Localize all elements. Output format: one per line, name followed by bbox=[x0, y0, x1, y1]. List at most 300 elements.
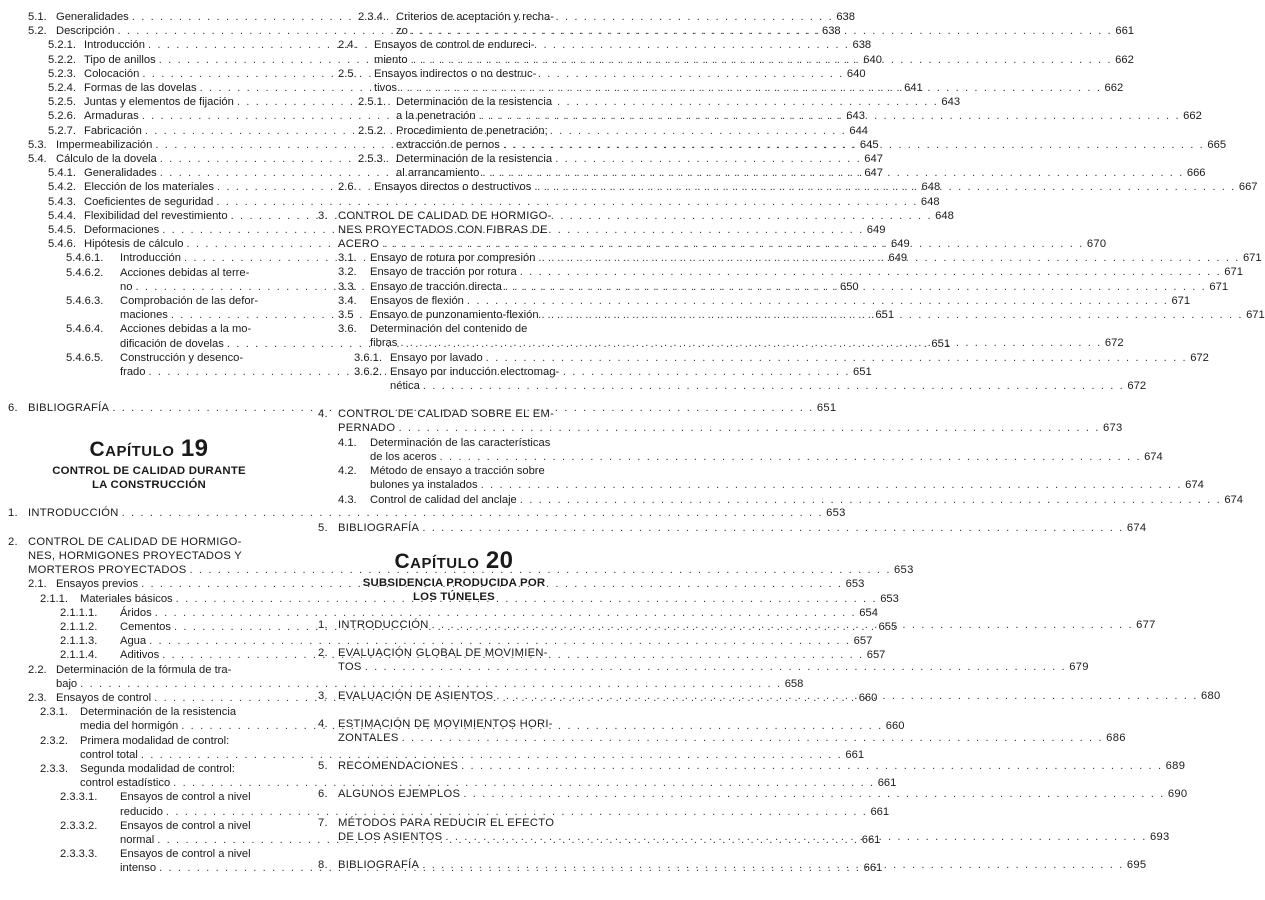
page-number: 672 bbox=[1190, 351, 1209, 364]
chapter-heading bbox=[318, 546, 590, 604]
entry-number: 6. bbox=[318, 788, 328, 801]
entry-title-line: Hipótesis de cálculo bbox=[84, 238, 184, 251]
entry-number: 5.4.6.2. bbox=[66, 266, 104, 279]
entry-body bbox=[370, 464, 1204, 492]
entry-number: 2.1.1. bbox=[40, 592, 68, 605]
spacer bbox=[318, 675, 590, 689]
entry-number: 5.2.3. bbox=[48, 67, 76, 80]
entry-title-line: RECOMENDACIONES bbox=[338, 760, 459, 773]
entry-title-line: Ensayo de rotura por compresión bbox=[370, 252, 536, 265]
entry-body bbox=[338, 717, 1126, 745]
entry-title-line: Construcción y desenco- bbox=[120, 351, 244, 364]
entry-title-line: Coeficientes de seguridad bbox=[84, 195, 214, 208]
entry-title-line: Ensayos de control a nivel bbox=[120, 819, 251, 832]
toc-entry bbox=[318, 464, 1204, 492]
entry-body bbox=[370, 251, 1262, 265]
entry-title-line: Introducción bbox=[120, 252, 181, 265]
toc-entry bbox=[8, 506, 846, 520]
entry-title-line: INTRODUCCIÓN bbox=[28, 507, 119, 520]
page-number: 653 bbox=[845, 578, 865, 591]
entry-number: 5.4.6. bbox=[48, 238, 76, 251]
entry-number: 2. bbox=[318, 647, 328, 660]
page-number: 690 bbox=[1167, 788, 1188, 801]
entry-number: 5.4.4. bbox=[48, 209, 76, 222]
page-number: 649 bbox=[866, 224, 886, 237]
page-number: 648 bbox=[935, 209, 954, 222]
page-number: 647 bbox=[864, 153, 883, 166]
leader-dots bbox=[365, 660, 1067, 674]
page-number: 661 bbox=[845, 748, 865, 761]
toc-entry bbox=[318, 493, 1243, 507]
entry-title-line: Formas de las dovelas bbox=[84, 82, 197, 95]
leader-dots bbox=[520, 265, 1222, 279]
spacer bbox=[318, 844, 590, 858]
leader-dots bbox=[400, 81, 1102, 95]
entry-title-line: Ensayos de control de endureci- bbox=[374, 39, 535, 52]
entry-title-line: Generalidades bbox=[84, 167, 157, 180]
page-number: 671 bbox=[1209, 280, 1229, 293]
entry-last-line bbox=[396, 24, 1134, 38]
entry-title-line: Materiales básicos bbox=[80, 592, 173, 605]
entry-body bbox=[370, 294, 1190, 308]
entry-number: 5.2.7. bbox=[48, 124, 76, 137]
entry-title-line: Determinación de las características bbox=[370, 436, 551, 449]
entry-last-line bbox=[370, 294, 1190, 308]
entry-number: 2.5. bbox=[338, 67, 357, 80]
page-number: 677 bbox=[1136, 618, 1156, 631]
entry-title-line: INTRODUCCIÓN bbox=[338, 618, 429, 631]
entry-last-line bbox=[370, 450, 1163, 464]
spacer bbox=[318, 393, 590, 407]
entry-last-line bbox=[338, 830, 1170, 844]
leader-dots bbox=[461, 759, 1163, 773]
entry-number: 5.4.6.4. bbox=[66, 323, 104, 336]
entry-last-line bbox=[338, 858, 1146, 872]
chapter-number: 19 bbox=[180, 435, 209, 463]
entry-number: 2.1.1.4. bbox=[60, 649, 98, 662]
entry-last-line bbox=[338, 521, 1146, 535]
entry-number: 4. bbox=[318, 717, 328, 730]
page-number: 661 bbox=[877, 777, 897, 790]
leader-dots bbox=[463, 787, 1165, 801]
entry-title-line: bulones ya instalados bbox=[370, 479, 478, 492]
entry-title-line: dificación de dovelas bbox=[120, 337, 224, 350]
page-number: 643 bbox=[846, 110, 865, 123]
entry-title-line: Flexibilidad del revestimiento bbox=[84, 209, 228, 222]
leader-dots bbox=[402, 731, 1104, 745]
entry-title-line: Método de ensayo a tracción sobre bbox=[370, 465, 545, 478]
entry-last-line bbox=[370, 336, 1124, 350]
page-number: 640 bbox=[846, 67, 866, 80]
entry-number: 8. bbox=[318, 858, 328, 871]
leader-dots bbox=[538, 251, 1240, 265]
entry-number: 5.2.6. bbox=[48, 110, 76, 123]
entry-number: 2.5.1. bbox=[358, 96, 386, 109]
page-number: 661 bbox=[863, 862, 883, 875]
toc-entry bbox=[8, 195, 940, 209]
entry-number: 2.3.4. bbox=[358, 11, 386, 23]
leader-dots bbox=[520, 493, 1222, 507]
entry-last-line bbox=[396, 138, 1226, 152]
page-number: 638 bbox=[821, 25, 841, 38]
page-number: 672 bbox=[1104, 337, 1124, 350]
entry-number: 4.1. bbox=[338, 436, 357, 449]
entry-title-line: ALGUNOS EJEMPLOS bbox=[338, 788, 461, 801]
entry-title-line: Elección de los materiales bbox=[84, 181, 214, 194]
entry-number: 2.3.2. bbox=[40, 734, 68, 747]
page-number: 644 bbox=[849, 124, 869, 137]
entry-number: 2.6. bbox=[338, 181, 357, 194]
page-number: 658 bbox=[784, 677, 804, 690]
entry-title-line: Determinación de la resistencia bbox=[396, 96, 553, 109]
entry-number: 2. bbox=[8, 535, 18, 548]
page-number: 649 bbox=[891, 238, 910, 251]
entry-number: 5.2.1. bbox=[48, 39, 76, 52]
entry-body bbox=[370, 322, 1124, 350]
entry-last-line bbox=[338, 787, 1187, 801]
spacer bbox=[8, 521, 290, 535]
entry-title-line: PERNADO bbox=[338, 422, 396, 435]
entry-title-line: CONTROL DE CALIDAD DE HORMIGO- bbox=[338, 209, 552, 222]
entry-title-line: a la penetración bbox=[396, 110, 476, 123]
page-number: 657 bbox=[853, 635, 873, 648]
spacer bbox=[318, 703, 590, 717]
page-number: 638 bbox=[852, 39, 872, 52]
entry-number: 5.4.2. bbox=[48, 181, 76, 194]
entry-last-line bbox=[370, 493, 1243, 507]
entry-title-line: EVALUACIÓN GLOBAL DE MOVIMIEN- bbox=[338, 647, 548, 660]
entry-title-line: intenso bbox=[120, 862, 157, 875]
entry-title-line: Descripción bbox=[56, 25, 115, 38]
entry-body bbox=[338, 209, 1106, 252]
leader-dots bbox=[481, 478, 1183, 492]
page-number: 674 bbox=[1126, 521, 1147, 534]
entry-title-line: Ensayos de control a nivel bbox=[120, 791, 251, 804]
leader-dots bbox=[505, 280, 1207, 294]
page-number: 674 bbox=[1185, 479, 1204, 492]
entry-last-line bbox=[396, 166, 1206, 180]
entry-title-line: Determinación del contenido de bbox=[370, 323, 528, 336]
leader-dots bbox=[382, 237, 1084, 251]
page-number: 654 bbox=[859, 606, 878, 619]
entry-last-line bbox=[370, 280, 1228, 294]
entry-number: 5.4.6.3. bbox=[66, 295, 104, 308]
toc-entry bbox=[318, 265, 1243, 279]
entry-number: 2.3.3.2. bbox=[60, 819, 98, 832]
entry-title-line: Juntas y elementos de fijación bbox=[84, 96, 234, 109]
spacer bbox=[318, 802, 590, 816]
entry-body bbox=[338, 646, 1089, 674]
entry-body bbox=[338, 521, 1146, 535]
entry-last-line bbox=[370, 308, 1265, 322]
toc-entry bbox=[318, 787, 1188, 801]
entry-number: 2.5.2. bbox=[358, 124, 386, 137]
page-number: 651 bbox=[931, 337, 951, 350]
entry-title-line: Armaduras bbox=[84, 110, 139, 123]
page-number: 660 bbox=[858, 691, 878, 704]
spacer bbox=[318, 535, 590, 549]
entry-number: 5. bbox=[318, 521, 328, 534]
entry-title-line: Control de calidad del anclaje bbox=[370, 493, 517, 506]
leader-dots bbox=[400, 336, 1102, 350]
entry-title-line: Primera modalidad de control: bbox=[80, 734, 230, 747]
page-number: 672 bbox=[1127, 380, 1147, 393]
entry-last-line bbox=[338, 731, 1126, 745]
page-number: 695 bbox=[1126, 858, 1147, 871]
entry-title-line: BIBLIOGRAFÍA bbox=[338, 858, 420, 871]
entry-title-line: Ensayo de tracción por rotura bbox=[370, 266, 517, 279]
entry-last-line bbox=[338, 660, 1089, 674]
entry-last-line bbox=[338, 237, 1106, 251]
entry-number: 5.2.5. bbox=[48, 96, 76, 109]
chapter-subtitle-line: SUBSIDENCIA PRODUCIDA POR bbox=[362, 576, 546, 589]
entry-body bbox=[396, 152, 1206, 180]
chapter-title bbox=[318, 546, 590, 576]
entry-number: 5.2.2. bbox=[48, 53, 76, 66]
leader-dots bbox=[411, 24, 1113, 38]
entry-body bbox=[370, 493, 1243, 507]
spacer bbox=[318, 507, 590, 521]
entry-number: 3.2. bbox=[338, 266, 357, 279]
entry-body bbox=[338, 759, 1185, 773]
entry-number: 5.3. bbox=[28, 138, 47, 151]
entry-title-line: zo bbox=[396, 25, 408, 38]
entry-number: 1. bbox=[318, 618, 328, 631]
leader-dots bbox=[411, 53, 1113, 67]
entry-last-line bbox=[374, 81, 1123, 95]
entry-number: 2.1.1.3. bbox=[60, 635, 98, 648]
entry-title-line: miento bbox=[374, 53, 408, 66]
entry-title-line: no bbox=[120, 280, 133, 293]
entry-number: 3. bbox=[318, 209, 328, 222]
entry-title-line: ESTIMACIÓN DE MOVIMIENTOS HORI- bbox=[338, 717, 553, 730]
entry-number: 3.5 bbox=[338, 309, 354, 322]
entry-body bbox=[338, 787, 1187, 801]
toc-entry bbox=[318, 351, 1209, 365]
toc-entry bbox=[318, 294, 1191, 308]
entry-title-line: tivos bbox=[374, 82, 398, 95]
page-number: 689 bbox=[1165, 760, 1186, 773]
entry-number: 2.4. bbox=[338, 39, 357, 52]
entry-title-line: Aditivos bbox=[120, 649, 160, 662]
entry-title-line: ACERO bbox=[338, 238, 380, 251]
page-number: 673 bbox=[1102, 422, 1123, 435]
page-number: 671 bbox=[1224, 266, 1243, 279]
page-number: 653 bbox=[894, 564, 914, 577]
entry-number: 2.3.1. bbox=[40, 706, 68, 719]
entry-body bbox=[338, 618, 1156, 632]
entry-title-line: Deformaciones bbox=[84, 224, 160, 237]
page-number: 680 bbox=[1200, 689, 1221, 702]
entry-body bbox=[390, 351, 1209, 365]
entry-title-line: Determinación de la fórmula de tra- bbox=[56, 663, 232, 676]
entry-title-line: Criterios de aceptación y recha- bbox=[396, 11, 554, 23]
leader-dots bbox=[486, 351, 1188, 365]
entry-title-line: BIBLIOGRAFÍA bbox=[28, 402, 110, 415]
entry-title-line: NES PROYECTADOS CON FIBRAS DE bbox=[338, 223, 548, 236]
spacer bbox=[8, 379, 290, 401]
page-number: 655 bbox=[878, 620, 898, 633]
spacer bbox=[318, 745, 590, 759]
page-number: 662 bbox=[1104, 82, 1124, 95]
entry-number: 2.3.3. bbox=[40, 762, 68, 775]
spacer bbox=[318, 604, 590, 618]
leader-dots bbox=[503, 138, 1205, 152]
entry-body bbox=[374, 38, 1134, 66]
leader-dots bbox=[542, 308, 1244, 322]
entry-number: 5. bbox=[318, 760, 328, 773]
entry-last-line bbox=[370, 251, 1262, 265]
entry-number: 7. bbox=[318, 816, 328, 829]
entry-title-line: CONTROL DE CALIDAD DE HORMIGO- bbox=[28, 535, 242, 548]
entry-number: 5.2.4. bbox=[48, 82, 76, 95]
leader-dots bbox=[398, 421, 1100, 435]
entry-title-line: Comprobación de las defor- bbox=[120, 295, 259, 308]
chapter-title bbox=[8, 437, 290, 464]
entry-number: 5.1. bbox=[28, 11, 47, 23]
page-number: 671 bbox=[1171, 294, 1191, 307]
toc-entry bbox=[318, 436, 1163, 464]
entry-title-line: Ensayos directos o destructivos bbox=[374, 181, 532, 194]
leader-dots bbox=[496, 689, 1198, 703]
entry-number: 3.4. bbox=[338, 294, 357, 307]
page-number: 693 bbox=[1149, 830, 1170, 843]
entry-title-line: DE LOS ASIENTOS bbox=[338, 830, 443, 843]
entry-number: 3.6.1. bbox=[354, 351, 382, 364]
entry-last-line bbox=[374, 53, 1134, 67]
entry-body bbox=[370, 265, 1243, 279]
page-number: 665 bbox=[1207, 138, 1227, 151]
page-number: 651 bbox=[816, 402, 837, 415]
entry-number: 3.6. bbox=[338, 323, 357, 336]
spacer bbox=[318, 632, 590, 646]
page-number: 657 bbox=[866, 649, 886, 662]
page-number: 640 bbox=[863, 53, 882, 66]
leader-dots bbox=[422, 521, 1124, 535]
entry-number: 5.4.3. bbox=[48, 195, 76, 208]
page-number: 641 bbox=[904, 82, 923, 95]
page-number: 649 bbox=[888, 252, 908, 265]
spacer bbox=[8, 415, 290, 437]
entry-title-line: MÉTODOS PARA REDUCIR EL EFECTO bbox=[338, 816, 555, 829]
entry-title-line: Ensayos previos bbox=[56, 578, 139, 591]
entry-title-line: Áridos bbox=[120, 606, 152, 619]
entry-title-line: normal bbox=[120, 833, 155, 846]
entry-title-line: Segunda modalidad de control: bbox=[80, 762, 235, 775]
chapter-heading bbox=[8, 437, 290, 492]
leader-dots bbox=[467, 294, 1169, 308]
chapter-word: CAPÍTULO bbox=[89, 438, 175, 462]
entry-title-line: EVALUACIÓN DE ASIENTOS bbox=[338, 689, 494, 702]
entry-title-line: Ensayos de control bbox=[56, 691, 152, 704]
page-number: 662 bbox=[1183, 110, 1202, 123]
entry-title-line: Determinación de la resistencia bbox=[396, 153, 553, 166]
entry-body bbox=[338, 858, 1146, 872]
page-number: 674 bbox=[1224, 493, 1243, 506]
entry-number: 3.1. bbox=[338, 252, 357, 265]
entry-last-line bbox=[338, 689, 1221, 703]
entry-title-line: Acciones debidas a la mo- bbox=[120, 323, 252, 336]
entry-title-line: fibras bbox=[370, 337, 398, 350]
entry-title-line: Acciones debidas al terre- bbox=[120, 266, 250, 279]
entry-last-line bbox=[396, 109, 1202, 123]
entry-number: 2.2. bbox=[28, 663, 47, 676]
entry-last-line bbox=[338, 421, 1123, 435]
entry-title-line: Ensayos de control a nivel bbox=[120, 848, 251, 861]
toc-entry bbox=[8, 634, 873, 648]
entry-number: 3.3. bbox=[338, 280, 357, 293]
chapter-number: 20 bbox=[485, 546, 514, 574]
entry-last-line bbox=[338, 618, 1156, 632]
entry-title-line: Ensayo de tracción directa bbox=[370, 280, 502, 293]
entry-title-line: Ensayo de punzonamiento-flexión bbox=[370, 309, 539, 322]
chapter-word: CAPÍTULO bbox=[394, 549, 480, 573]
entry-number: 3. bbox=[318, 689, 328, 702]
entry-title-line: Fabricación bbox=[84, 124, 142, 137]
toc-entry bbox=[318, 759, 1186, 773]
page-number: 674 bbox=[1144, 450, 1163, 463]
leader-dots bbox=[432, 618, 1134, 632]
entry-title-line: TOS bbox=[338, 661, 362, 674]
entry-body bbox=[396, 10, 1134, 38]
entry-body bbox=[338, 816, 1170, 844]
page-number: 653 bbox=[826, 507, 846, 520]
page-number: 650 bbox=[839, 280, 859, 293]
entry-title-line: CONTROL DE CALIDAD SOBRE EL EM- bbox=[338, 408, 555, 421]
spacer bbox=[318, 773, 590, 787]
entry-number: 3.6.2. bbox=[354, 365, 382, 378]
page-number: 686 bbox=[1106, 731, 1126, 744]
entry-number: 5.4.6.5. bbox=[66, 351, 104, 364]
page-number: 671 bbox=[1246, 309, 1265, 322]
entry-title-line: BIBLIOGRAFÍA bbox=[338, 521, 420, 534]
entry-title-line: control estadístico bbox=[80, 777, 171, 790]
entry-number: 4. bbox=[318, 408, 328, 421]
entry-title-line: Cálculo de la dovela bbox=[56, 153, 157, 166]
entry-title-line: NES, HORMIGONES PROYECTADOS Y bbox=[28, 549, 243, 562]
entry-last-line bbox=[390, 379, 1146, 393]
chapter-subtitle-line: CONTROL DE CALIDAD DURANTE bbox=[52, 465, 246, 478]
page-number: 670 bbox=[1086, 238, 1107, 251]
page-number: 638 bbox=[836, 11, 855, 23]
entry-title-line: media del hormigón bbox=[80, 720, 179, 733]
entry-number: 2.1.1.1. bbox=[60, 606, 98, 619]
entry-title-line: control total bbox=[80, 748, 138, 761]
entry-number: 2.1.1.2. bbox=[60, 620, 98, 633]
entry-title-line: Determinación de la resistencia bbox=[80, 706, 237, 719]
entry-title-line: nética bbox=[390, 380, 420, 393]
page-number: 653 bbox=[880, 592, 899, 605]
page-number: 651 bbox=[875, 309, 895, 322]
entry-body bbox=[374, 67, 1123, 95]
entry-title-line: Cementos bbox=[120, 620, 171, 633]
page-number: 661 bbox=[1115, 25, 1135, 38]
entry-title-line: reducido bbox=[120, 805, 163, 818]
chapter-subtitle-line: LOS TÚNELES bbox=[413, 590, 495, 603]
leader-dots bbox=[445, 830, 1147, 844]
entry-title-line: al arrancamiento bbox=[396, 167, 480, 180]
entry-number: 2.3.3.3. bbox=[60, 848, 98, 861]
entry-title-line: frado bbox=[120, 366, 146, 379]
entry-last-line bbox=[370, 265, 1243, 279]
entry-body bbox=[338, 689, 1221, 703]
entry-number: 4.2. bbox=[338, 465, 357, 478]
entry-last-line bbox=[390, 351, 1209, 365]
entry-title-line: Introducción bbox=[84, 39, 145, 52]
entry-body bbox=[396, 95, 1202, 123]
leader-dots bbox=[422, 858, 1124, 872]
page-number: 643 bbox=[941, 96, 961, 109]
